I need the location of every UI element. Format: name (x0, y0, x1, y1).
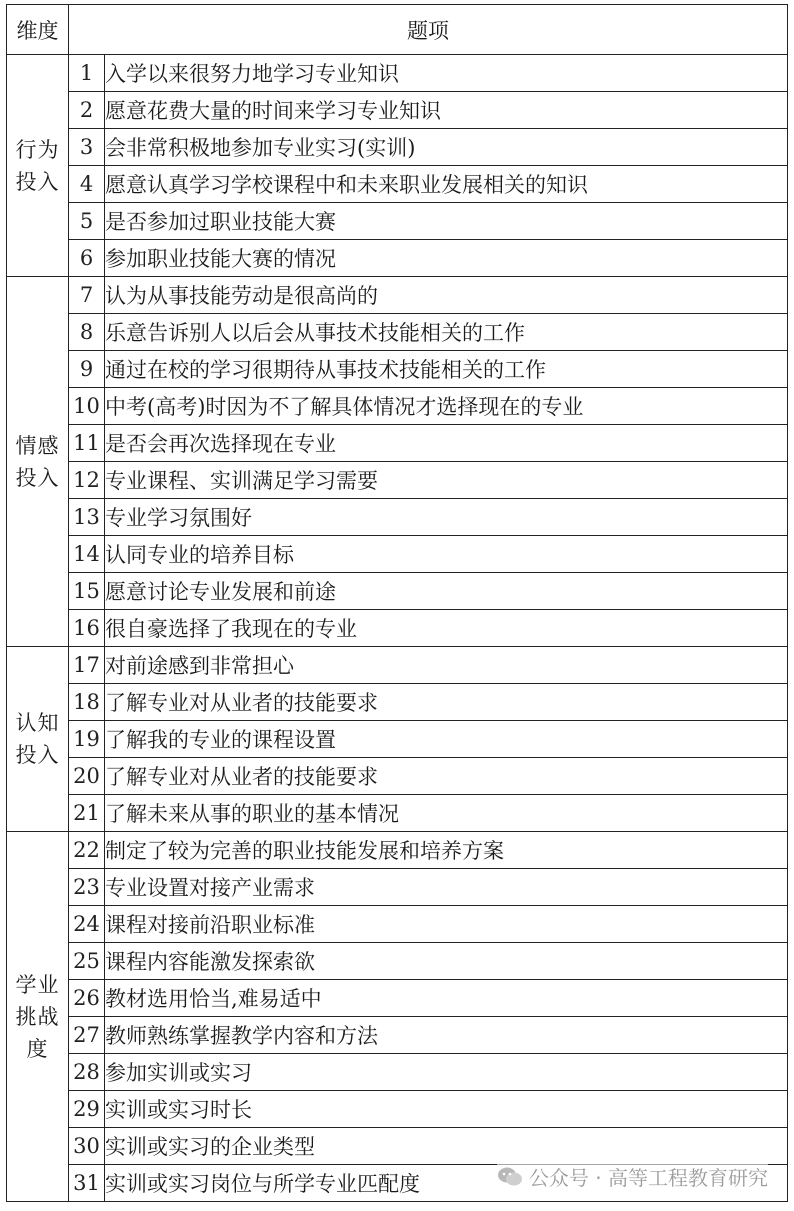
table-row (7, 573, 788, 610)
table-row (7, 166, 788, 203)
item-text: 了解我的专业的课程设置 (105, 721, 788, 758)
item-number: 24 (69, 906, 105, 943)
item-number: 12 (69, 462, 105, 499)
item-number: 2 (69, 92, 105, 129)
dimension-cell (7, 832, 69, 1202)
table-row (7, 1017, 788, 1054)
item-number: 3 (69, 129, 105, 166)
table-row (7, 1054, 788, 1091)
table-row (7, 1091, 788, 1128)
table-row (7, 388, 788, 425)
item-number: 28 (69, 1054, 105, 1091)
item-text: 制定了较为完善的职业技能发展和培养方案 (105, 832, 788, 869)
item-number: 22 (69, 832, 105, 869)
dimension-label: 认知投入 (15, 711, 60, 767)
item-text: 专业设置对接产业需求 (105, 869, 788, 906)
table-row (7, 425, 788, 462)
item-text: 实训或实习的企业类型 (105, 1128, 788, 1165)
item-text: 入学以来很努力地学习专业知识 (105, 55, 788, 92)
table-row (7, 906, 788, 943)
table-row (7, 943, 788, 980)
item-number: 16 (69, 610, 105, 647)
table-row (7, 277, 788, 314)
item-text: 是否会再次选择现在专业 (105, 425, 788, 462)
item-text: 认同专业的培养目标 (105, 536, 788, 573)
table-row (7, 55, 788, 92)
item-number: 10 (69, 388, 105, 425)
item-number: 17 (69, 647, 105, 684)
item-text: 实训或实习岗位与所学专业匹配度 (105, 1165, 788, 1202)
table-row (7, 536, 788, 573)
header-item: 题项 (69, 5, 788, 55)
item-number: 23 (69, 869, 105, 906)
table-row (7, 758, 788, 795)
item-number: 18 (69, 684, 105, 721)
item-number: 20 (69, 758, 105, 795)
item-number: 15 (69, 573, 105, 610)
item-text: 了解专业对从业者的技能要求 (105, 758, 788, 795)
item-text: 了解未来从事的职业的基本情况 (105, 795, 788, 832)
table-row (7, 980, 788, 1017)
item-text: 愿意讨论专业发展和前途 (105, 573, 788, 610)
dimension-label: 行为投入 (15, 137, 60, 194)
item-number: 4 (69, 166, 105, 203)
item-text: 教材选用恰当,难易适中 (105, 980, 788, 1017)
table-body (7, 55, 788, 1202)
item-number: 19 (69, 721, 105, 758)
item-text: 中考(高考)时因为不了解具体情况才选择现在的专业 (105, 388, 788, 425)
item-number: 8 (69, 314, 105, 351)
item-text: 课程内容能激发探索欲 (105, 943, 788, 980)
table-row (7, 314, 788, 351)
dimension-label: 情感投入 (15, 433, 60, 490)
item-text: 愿意认真学习学校课程中和未来职业发展相关的知识 (105, 166, 788, 203)
survey-table (6, 4, 788, 1202)
item-number: 27 (69, 1017, 105, 1054)
item-number: 5 (69, 203, 105, 240)
table-row (7, 499, 788, 536)
item-number: 29 (69, 1091, 105, 1128)
dimension-label: 学业挑战度 (15, 972, 60, 1061)
dimension-cell (7, 647, 69, 832)
table-row (7, 203, 788, 240)
item-text: 会非常积极地参加专业实习(实训) (105, 129, 788, 166)
table-row (7, 462, 788, 499)
item-number: 9 (69, 351, 105, 388)
item-text: 乐意告诉别人以后会从事技术技能相关的工作 (105, 314, 788, 351)
header-dimension: 维度 (7, 5, 69, 55)
table-row (7, 721, 788, 758)
table-row (7, 92, 788, 129)
table-row (7, 1128, 788, 1165)
item-text: 专业课程、实训满足学习需要 (105, 462, 788, 499)
item-text: 教师熟练掌握教学内容和方法 (105, 1017, 788, 1054)
table-row (7, 240, 788, 277)
item-text: 课程对接前沿职业标准 (105, 906, 788, 943)
table-row (7, 351, 788, 388)
item-text: 参加职业技能大赛的情况 (105, 240, 788, 277)
item-text: 参加实训或实习 (105, 1054, 788, 1091)
dimension-cell (7, 55, 69, 277)
item-number: 21 (69, 795, 105, 832)
item-number: 7 (69, 277, 105, 314)
item-text: 专业学习氛围好 (105, 499, 788, 536)
item-text: 是否参加过职业技能大赛 (105, 203, 788, 240)
item-text: 认为从事技能劳动是很高尚的 (105, 277, 788, 314)
item-number: 13 (69, 499, 105, 536)
table-row (7, 610, 788, 647)
item-text: 对前途感到非常担心 (105, 647, 788, 684)
item-text: 很自豪选择了我现在的专业 (105, 610, 788, 647)
table-row (7, 647, 788, 684)
dimension-cell (7, 277, 69, 647)
table-row (7, 869, 788, 906)
item-number: 30 (69, 1128, 105, 1165)
item-number: 26 (69, 980, 105, 1017)
table-row (7, 684, 788, 721)
watermark-text: 公众号 · 高等工程教育研究 (528, 1166, 768, 1190)
item-number: 31 (69, 1165, 105, 1202)
item-number: 11 (69, 425, 105, 462)
item-text: 愿意花费大量的时间来学习专业知识 (105, 92, 788, 129)
item-text: 通过在校的学习很期待从事技术技能相关的工作 (105, 351, 788, 388)
item-text: 了解专业对从业者的技能要求 (105, 684, 788, 721)
table-row (7, 832, 788, 869)
item-number: 6 (69, 240, 105, 277)
item-text: 实训或实习时长 (105, 1091, 788, 1128)
item-number: 1 (69, 55, 105, 92)
item-number: 25 (69, 943, 105, 980)
wechat-icon (497, 1166, 523, 1188)
item-number: 14 (69, 536, 105, 573)
table-header-row (7, 5, 788, 55)
watermark (497, 1162, 768, 1191)
table-row (7, 795, 788, 832)
table-row (7, 129, 788, 166)
